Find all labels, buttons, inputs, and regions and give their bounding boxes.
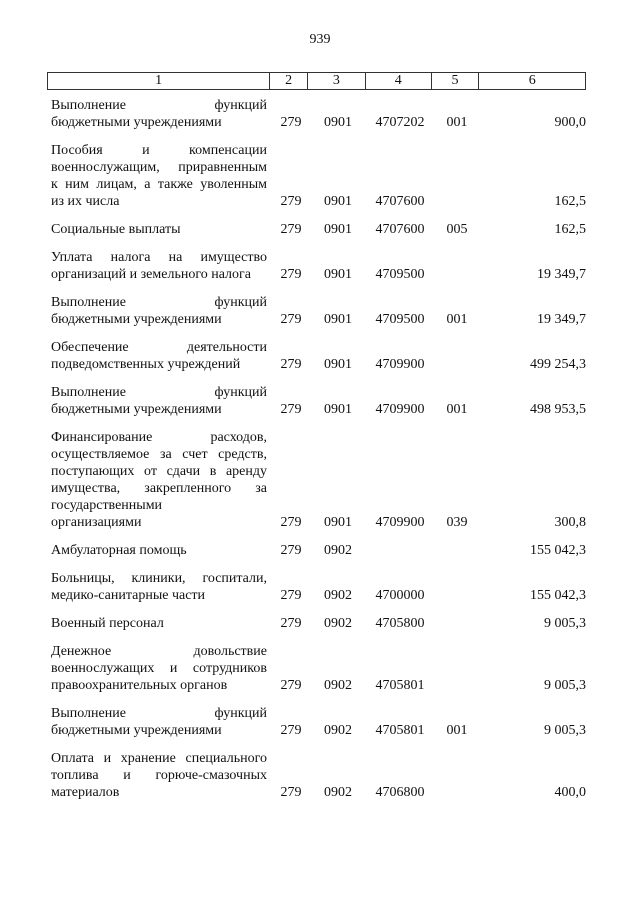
row-amount: 19 349,7 bbox=[537, 267, 586, 282]
row-expense-type: 005 bbox=[446, 222, 468, 237]
row-target-item: 4707600 bbox=[375, 222, 425, 237]
row-target-item: 4706800 bbox=[375, 785, 425, 800]
description-line: осуществляемое за счет средств, bbox=[51, 447, 267, 462]
row-section: 0902 bbox=[324, 616, 352, 631]
header-col-5: 5 bbox=[432, 73, 480, 89]
header-col-2: 2 bbox=[270, 73, 308, 89]
page-number: 939 bbox=[309, 32, 331, 47]
description-line: имущества, закрепленного за bbox=[51, 481, 267, 496]
description-line: организациями bbox=[51, 515, 142, 530]
row-amount: 162,5 bbox=[554, 222, 586, 237]
description-line: Пособия и компенсации bbox=[51, 143, 267, 158]
description-line: организаций и земельного налога bbox=[51, 267, 251, 282]
row-amount: 19 349,7 bbox=[537, 312, 586, 327]
row-description bbox=[51, 570, 267, 604]
row-target-item: 4709900 bbox=[375, 515, 425, 530]
table-header bbox=[47, 72, 586, 90]
row-code: 279 bbox=[280, 222, 302, 237]
description-line: правоохранительных органов bbox=[51, 678, 228, 693]
row-target-item: 4705801 bbox=[375, 723, 425, 738]
row-section: 0901 bbox=[324, 515, 352, 530]
table-row bbox=[51, 429, 586, 531]
header-col-1: 1 bbox=[48, 73, 270, 89]
row-section: 0902 bbox=[324, 678, 352, 693]
row-target-item: 4700000 bbox=[375, 588, 425, 603]
description-line: Уплата налога на имущество bbox=[51, 250, 267, 265]
row-code: 279 bbox=[280, 312, 302, 327]
table-row bbox=[51, 542, 586, 559]
row-description bbox=[51, 339, 267, 373]
row-description bbox=[51, 705, 267, 739]
row-section: 0901 bbox=[324, 312, 352, 327]
description-line: Выполнение функций bbox=[51, 98, 267, 113]
row-amount: 499 254,3 bbox=[530, 357, 586, 372]
row-amount: 9 005,3 bbox=[544, 723, 586, 738]
table-row bbox=[51, 643, 586, 694]
table-row bbox=[51, 294, 586, 328]
row-description bbox=[51, 249, 267, 283]
row-section: 0902 bbox=[324, 543, 352, 558]
row-code: 279 bbox=[280, 543, 302, 558]
row-target-item: 4707600 bbox=[375, 194, 425, 209]
row-code: 279 bbox=[280, 588, 302, 603]
table-row bbox=[51, 221, 586, 238]
row-amount: 9 005,3 bbox=[544, 616, 586, 631]
description-line: поступающих от сдачи в аренду bbox=[51, 464, 267, 479]
description-line: Выполнение функций bbox=[51, 295, 267, 310]
row-section: 0901 bbox=[324, 357, 352, 372]
row-code: 279 bbox=[280, 402, 302, 417]
row-description bbox=[51, 750, 267, 801]
description-line: Выполнение функций bbox=[51, 385, 267, 400]
description-line: бюджетными учреждениями bbox=[51, 402, 222, 417]
row-code: 279 bbox=[280, 723, 302, 738]
row-code: 279 bbox=[280, 515, 302, 530]
row-description bbox=[51, 384, 267, 418]
row-code: 279 bbox=[280, 267, 302, 282]
row-section: 0902 bbox=[324, 588, 352, 603]
description-line: топлива и горюче-смазочных bbox=[51, 768, 267, 783]
header-col-3: 3 bbox=[308, 73, 366, 89]
table-row bbox=[51, 97, 586, 131]
row-expense-type: 039 bbox=[446, 515, 468, 530]
row-amount: 155 042,3 bbox=[530, 588, 586, 603]
row-description bbox=[51, 294, 267, 328]
row-section: 0901 bbox=[324, 115, 352, 130]
table-row bbox=[51, 339, 586, 373]
row-description bbox=[51, 142, 267, 210]
row-amount: 498 953,5 bbox=[530, 402, 586, 417]
row-amount: 162,5 bbox=[554, 194, 586, 209]
row-expense-type: 001 bbox=[446, 723, 468, 738]
row-target-item: 4707202 bbox=[375, 115, 425, 130]
row-description bbox=[51, 429, 267, 531]
description-line: Больницы, клиники, госпитали, bbox=[51, 571, 267, 586]
row-amount: 300,8 bbox=[554, 515, 586, 530]
row-code: 279 bbox=[280, 785, 302, 800]
table-body bbox=[51, 97, 586, 812]
row-amount: 155 042,3 bbox=[530, 543, 586, 558]
table-row bbox=[51, 142, 586, 210]
description-line: Денежное довольствие bbox=[51, 644, 267, 659]
row-description bbox=[51, 97, 267, 131]
description-line: материалов bbox=[51, 785, 120, 800]
description-line: Оплата и хранение специального bbox=[51, 751, 267, 766]
row-section: 0902 bbox=[324, 723, 352, 738]
row-amount: 9 005,3 bbox=[544, 678, 586, 693]
description-line: к ним лицам, а также уволенным bbox=[51, 177, 267, 192]
description-line: медико-санитарные части bbox=[51, 588, 206, 603]
row-target-item: 4705801 bbox=[375, 678, 425, 693]
description-line: Социальные выплаты bbox=[51, 222, 181, 237]
row-target-item: 4709900 bbox=[375, 402, 425, 417]
description-line: Амбулаторная помощь bbox=[51, 543, 187, 558]
row-section: 0902 bbox=[324, 785, 352, 800]
table-row bbox=[51, 750, 586, 801]
table-row bbox=[51, 249, 586, 283]
row-section: 0901 bbox=[324, 267, 352, 282]
row-description bbox=[51, 615, 267, 632]
table-row bbox=[51, 384, 586, 418]
header-col-6: 6 bbox=[528, 73, 536, 88]
description-line: бюджетными учреждениями bbox=[51, 115, 222, 130]
row-section: 0901 bbox=[324, 194, 352, 209]
row-code: 279 bbox=[280, 194, 302, 209]
row-section: 0901 bbox=[324, 222, 352, 237]
header-col-4: 4 bbox=[366, 73, 432, 89]
description-line: военнослужащим, приравненным bbox=[51, 160, 267, 175]
row-expense-type: 001 bbox=[446, 115, 468, 130]
row-target-item: 4709500 bbox=[375, 312, 425, 327]
description-line: государственными bbox=[51, 498, 163, 513]
row-amount: 900,0 bbox=[554, 115, 586, 130]
description-line: военнослужащих и сотрудников bbox=[51, 661, 267, 676]
row-target-item: 4705800 bbox=[375, 616, 425, 631]
description-line: Военный персонал bbox=[51, 616, 164, 631]
description-line: из их числа bbox=[51, 194, 120, 209]
description-line: подведомственных учреждений bbox=[51, 357, 241, 372]
table-row bbox=[51, 615, 586, 632]
row-description bbox=[51, 542, 267, 559]
row-code: 279 bbox=[280, 616, 302, 631]
description-line: бюджетными учреждениями bbox=[51, 723, 222, 738]
description-line: Обеспечение деятельности bbox=[51, 340, 267, 355]
description-line: бюджетными учреждениями bbox=[51, 312, 222, 327]
table-row bbox=[51, 705, 586, 739]
row-expense-type: 001 bbox=[446, 402, 468, 417]
table-row bbox=[51, 570, 586, 604]
row-description bbox=[51, 643, 267, 694]
row-code: 279 bbox=[280, 678, 302, 693]
description-line: Финансирование расходов, bbox=[51, 430, 267, 445]
row-code: 279 bbox=[280, 115, 302, 130]
row-target-item: 4709900 bbox=[375, 357, 425, 372]
row-code: 279 bbox=[280, 357, 302, 372]
row-description bbox=[51, 221, 267, 238]
description-line: Выполнение функций bbox=[51, 706, 267, 721]
row-section: 0901 bbox=[324, 402, 352, 417]
row-expense-type: 001 bbox=[446, 312, 468, 327]
row-amount: 400,0 bbox=[554, 785, 586, 800]
row-target-item: 4709500 bbox=[375, 267, 425, 282]
